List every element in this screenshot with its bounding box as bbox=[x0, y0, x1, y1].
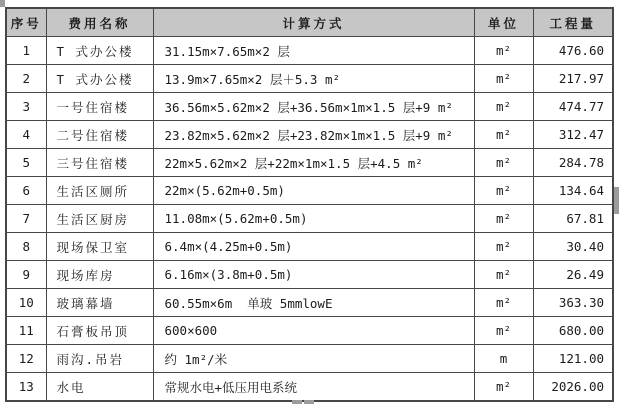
cell-qty: 284.78 bbox=[533, 149, 613, 177]
cell-qty: 2026.00 bbox=[533, 373, 613, 402]
table-row bbox=[6, 177, 613, 205]
cell-calc: 23.82m×5.62m×2 层+23.82m×1m×1.5 层+9 m² bbox=[153, 121, 474, 149]
cell-calc: 22m×5.62m×2 层+22m×1m×1.5 层+4.5 m² bbox=[153, 149, 474, 177]
cell-unit: m² bbox=[474, 289, 533, 317]
cell-qty: 67.81 bbox=[533, 205, 613, 233]
table-row bbox=[6, 373, 613, 402]
cell-no: 11 bbox=[6, 317, 46, 345]
cell-qty: 217.97 bbox=[533, 65, 613, 93]
cell-unit: m² bbox=[474, 373, 533, 402]
table-row bbox=[6, 233, 613, 261]
cell-name: 石膏板吊顶 bbox=[46, 317, 153, 345]
cell-calc: 约 1m²/米 bbox=[153, 345, 474, 373]
cell-qty: 121.00 bbox=[533, 345, 613, 373]
cell-no: 13 bbox=[6, 373, 46, 402]
cell-name: 现场保卫室 bbox=[46, 233, 153, 261]
cell-calc: 31.15m×7.65m×2 层 bbox=[153, 37, 474, 65]
cell-unit: m² bbox=[474, 233, 533, 261]
cell-qty: 476.60 bbox=[533, 37, 613, 65]
cell-no: 6 bbox=[6, 177, 46, 205]
column-header: 工程量 bbox=[533, 8, 613, 37]
cell-no: 7 bbox=[6, 205, 46, 233]
cell-unit: m² bbox=[474, 65, 533, 93]
table-row bbox=[6, 289, 613, 317]
column-header: 计算方式 bbox=[153, 8, 474, 37]
cell-name: 玻璃幕墙 bbox=[46, 289, 153, 317]
cell-no: 2 bbox=[6, 65, 46, 93]
cell-name: T 式办公楼 bbox=[46, 65, 153, 93]
table-move-handle[interactable] bbox=[0, 0, 5, 7]
right-scroll-handle[interactable] bbox=[614, 187, 619, 214]
cell-calc: 22m×(5.62m+0.5m) bbox=[153, 177, 474, 205]
cell-unit: m bbox=[474, 345, 533, 373]
cell-name: T 式办公楼 bbox=[46, 37, 153, 65]
cell-unit: m² bbox=[474, 177, 533, 205]
cell-name: 雨沟.吊岩 bbox=[46, 345, 153, 373]
table-row bbox=[6, 317, 613, 345]
cell-name: 水电 bbox=[46, 373, 153, 402]
table-row bbox=[6, 93, 613, 121]
table-row bbox=[6, 65, 613, 93]
column-header: 单位 bbox=[474, 8, 533, 37]
cell-no: 3 bbox=[6, 93, 46, 121]
cell-no: 9 bbox=[6, 261, 46, 289]
cell-qty: 474.77 bbox=[533, 93, 613, 121]
cell-name: 一号住宿楼 bbox=[46, 93, 153, 121]
cell-no: 5 bbox=[6, 149, 46, 177]
cell-name: 二号住宿楼 bbox=[46, 121, 153, 149]
cell-calc: 常规水电+低压用电系统 bbox=[153, 373, 474, 402]
bottom-resize-handle[interactable] bbox=[292, 400, 302, 404]
cell-no: 1 bbox=[6, 37, 46, 65]
cell-qty: 680.00 bbox=[533, 317, 613, 345]
cost-table bbox=[5, 7, 614, 402]
cell-unit: m² bbox=[474, 121, 533, 149]
cell-no: 4 bbox=[6, 121, 46, 149]
cell-no: 10 bbox=[6, 289, 46, 317]
cell-calc: 13.9m×7.65m×2 层＋5.3 m² bbox=[153, 65, 474, 93]
cell-unit: m² bbox=[474, 37, 533, 65]
cell-no: 12 bbox=[6, 345, 46, 373]
table-row bbox=[6, 205, 613, 233]
bottom-resize-handle[interactable] bbox=[304, 400, 314, 404]
cell-name: 生活区厨房 bbox=[46, 205, 153, 233]
cell-calc: 60.55m×6m 单玻 5mmlowE bbox=[153, 289, 474, 317]
cell-name: 现场库房 bbox=[46, 261, 153, 289]
cell-qty: 363.30 bbox=[533, 289, 613, 317]
cell-unit: m² bbox=[474, 149, 533, 177]
cell-unit: m² bbox=[474, 317, 533, 345]
cell-no: 8 bbox=[6, 233, 46, 261]
cell-unit: m² bbox=[474, 205, 533, 233]
cell-calc: 6.16m×(3.8m+0.5m) bbox=[153, 261, 474, 289]
cell-name: 生活区厕所 bbox=[46, 177, 153, 205]
table-row bbox=[6, 37, 613, 65]
cell-qty: 134.64 bbox=[533, 177, 613, 205]
column-header: 序号 bbox=[6, 8, 46, 37]
cell-calc: 11.08m×(5.62m+0.5m) bbox=[153, 205, 474, 233]
cell-name: 三号住宿楼 bbox=[46, 149, 153, 177]
header-row bbox=[6, 8, 613, 37]
table-row bbox=[6, 261, 613, 289]
cell-calc: 36.56m×5.62m×2 层+36.56m×1m×1.5 层+9 m² bbox=[153, 93, 474, 121]
cell-qty: 30.40 bbox=[533, 233, 613, 261]
cell-unit: m² bbox=[474, 261, 533, 289]
cell-qty: 312.47 bbox=[533, 121, 613, 149]
table-row bbox=[6, 121, 613, 149]
cell-qty: 26.49 bbox=[533, 261, 613, 289]
cell-unit: m² bbox=[474, 93, 533, 121]
cell-calc: 6.4m×(4.25m+0.5m) bbox=[153, 233, 474, 261]
column-header: 费用名称 bbox=[46, 8, 153, 37]
cell-calc: 600×600 bbox=[153, 317, 474, 345]
table-row bbox=[6, 149, 613, 177]
table-row bbox=[6, 345, 613, 373]
